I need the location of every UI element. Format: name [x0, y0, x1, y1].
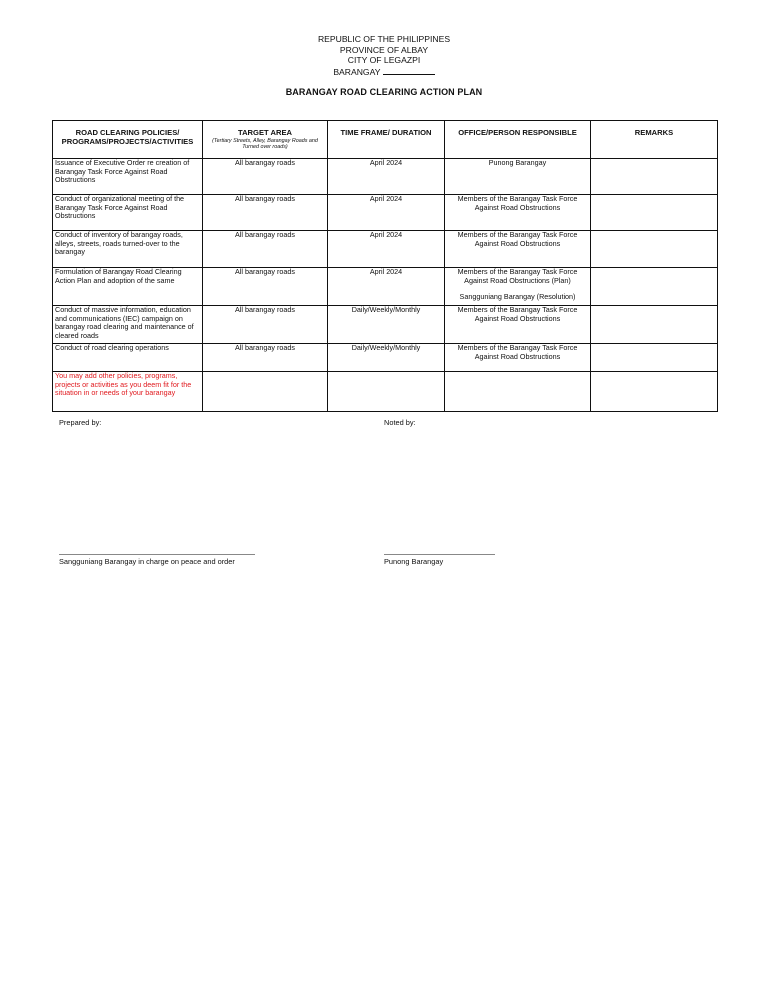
remarks-cell — [591, 344, 718, 372]
add-activities-note: You may add other policies, programs, projects or activities as you deem fit for the situation in or needs of your barangay — [53, 372, 203, 412]
remarks-cell — [591, 231, 718, 268]
prepared-signature-line — [59, 554, 255, 555]
office-cell: Members of the Barangay Task Force Against Road Obstructions — [445, 306, 591, 344]
time-cell: Daily/Weekly/Monthly — [328, 344, 445, 372]
time-cell: April 2024 — [328, 231, 445, 268]
empty-cell — [445, 372, 591, 412]
target-area-label: TARGET AREA — [238, 128, 292, 137]
target-cell: All barangay roads — [203, 195, 328, 231]
activity-cell: Conduct of organizational meeting of the Barangay Task Force Against Road Obstructions — [53, 195, 203, 231]
office-cell: Members of the Barangay Task Force Against Road Obstructions — [445, 231, 591, 268]
remarks-cell — [591, 306, 718, 344]
table-row — [53, 231, 718, 268]
table-header-row — [53, 121, 718, 159]
remarks-cell — [591, 268, 718, 306]
office-cell — [445, 268, 591, 306]
table-row — [53, 159, 718, 195]
empty-cell — [328, 372, 445, 412]
office-resolution-text: Sangguniang Barangay (Resolution) — [459, 292, 576, 302]
target-cell: All barangay roads — [203, 306, 328, 344]
document-header — [0, 34, 768, 77]
office-cell: Members of the Barangay Task Force Against Road Obstructions — [445, 344, 591, 372]
header-activities: ROAD CLEARING POLICIES/ PROGRAMS/PROJECTS/ACTIVITIES — [53, 121, 203, 159]
remarks-cell — [591, 195, 718, 231]
target-area-note: (Tertiary Streets, Alley, Barangay Roads and Turned over roads) — [212, 138, 318, 151]
activity-cell: Formulation of Barangay Road Clearing Action Plan and adoption of the same — [53, 268, 203, 306]
header-barangay — [0, 66, 768, 78]
sangguniang-role: Sangguniang Barangay in charge on peace and order — [59, 557, 235, 566]
office-plan-text: Members of the Barangay Task Force Against Road Obstructions (Plan) — [457, 267, 578, 285]
empty-cell — [591, 372, 718, 412]
table-row — [53, 268, 718, 306]
noted-signature-line — [384, 554, 495, 555]
header-province: PROVINCE OF ALBAY — [339, 44, 429, 55]
activity-cell: Conduct of road clearing operations — [53, 344, 203, 372]
target-cell: All barangay roads — [203, 159, 328, 195]
target-cell: All barangay roads — [203, 231, 328, 268]
target-cell: All barangay roads — [203, 268, 328, 306]
table-row — [53, 195, 718, 231]
time-cell: Daily/Weekly/Monthly — [328, 306, 445, 344]
activity-cell: Conduct of inventory of barangay roads, alleys, streets, roads turned-over to the barangay — [53, 231, 203, 268]
time-cell: April 2024 — [328, 159, 445, 195]
table-row — [53, 306, 718, 344]
office-cell: Members of the Barangay Task Force Against Road Obstructions — [445, 195, 591, 231]
empty-cell — [203, 372, 328, 412]
punong-barangay-role: Punong Barangay — [384, 557, 444, 566]
header-republic: REPUBLIC OF THE PHILIPPINES — [317, 34, 451, 44]
time-cell: April 2024 — [328, 195, 445, 231]
header-time-frame: TIME FRAME/ DURATION — [328, 121, 445, 159]
table-row — [53, 344, 718, 372]
activity-cell: Conduct of massive information, education and communications (IEC) campaign on barangay road clearing and maintenance of cleared roads — [53, 306, 203, 344]
header-target-area — [203, 121, 328, 159]
remarks-cell — [591, 159, 718, 195]
header-office: OFFICE/PERSON RESPONSIBLE — [445, 121, 591, 159]
activity-cell: Issuance of Executive Order re creation of Barangay Task Force Against Road Obstructions — [53, 159, 203, 195]
header-city: CITY OF LEGAZPI — [347, 55, 421, 66]
prepared-by-label: Prepared by: — [59, 418, 102, 427]
time-cell: April 2024 — [328, 268, 445, 306]
noted-by-label: Noted by: — [384, 418, 416, 427]
action-plan-table — [52, 120, 718, 412]
document-title: BARANGAY ROAD CLEARING ACTION PLAN — [285, 87, 483, 97]
target-cell: All barangay roads — [203, 344, 328, 372]
table-row-note — [53, 372, 718, 412]
header-remarks: REMARKS — [591, 121, 718, 159]
barangay-label: BARANGAY — [333, 66, 381, 77]
office-cell: Punong Barangay — [445, 159, 591, 195]
barangay-blank-line — [383, 66, 435, 75]
